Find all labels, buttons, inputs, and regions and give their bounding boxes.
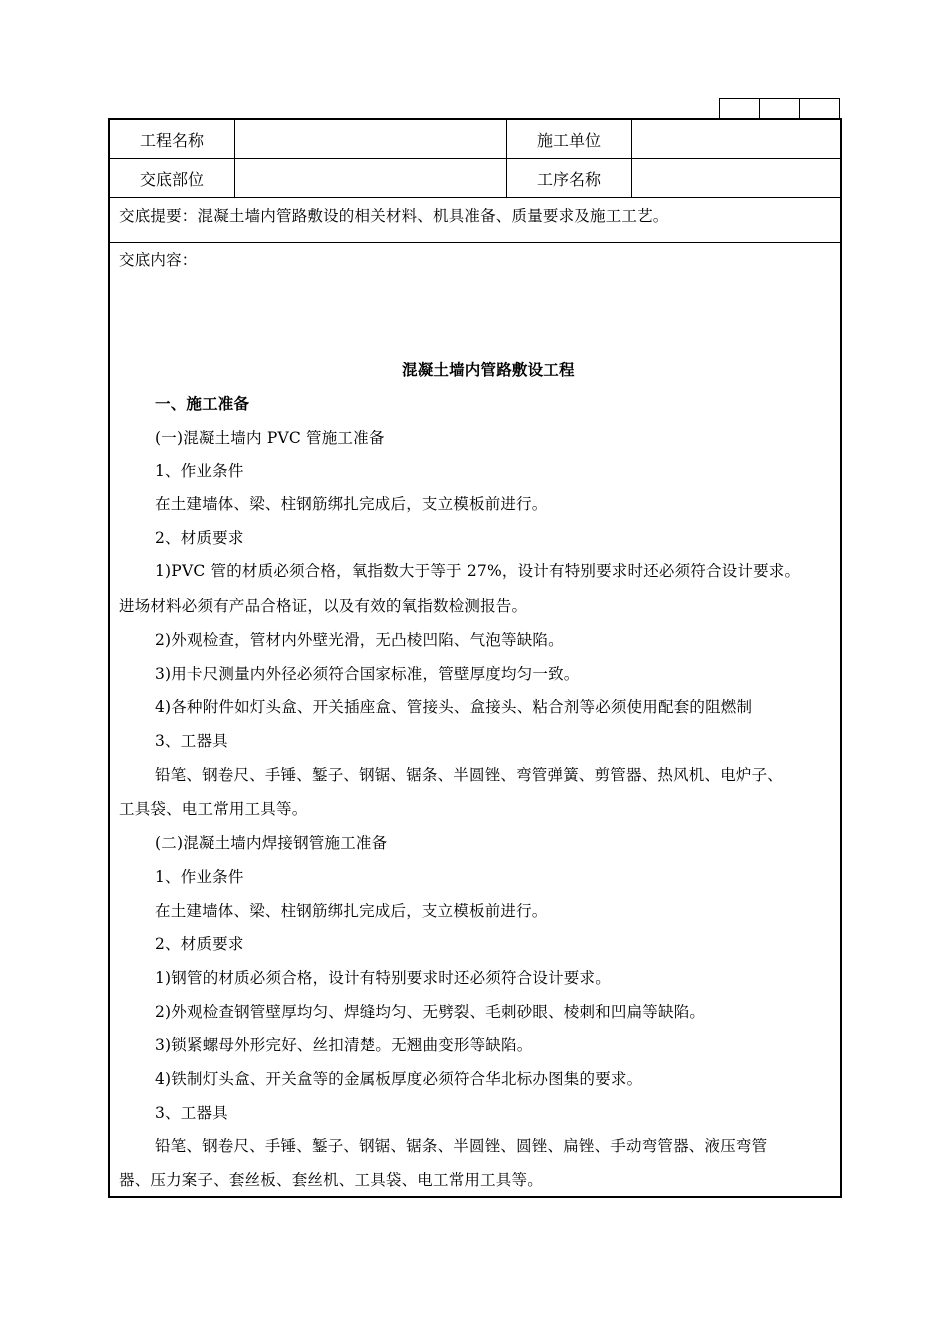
- approval-cell: [760, 99, 800, 118]
- body-line: 3、工器具: [155, 732, 228, 750]
- body-line: 铅笔、钢卷尺、手锤、錾子、钢锯、锯条、半圆锉、弯管弹簧、剪管器、热风机、电炉子、: [155, 766, 784, 784]
- header-row-2: [110, 159, 840, 198]
- body-line: 1)钢管的材质必须合格，设计有特别要求时还必须符合设计要求。: [155, 969, 611, 987]
- approval-box: [719, 98, 840, 118]
- body-line: (一)混凝土墙内 PVC 管施工准备: [155, 429, 385, 447]
- approval-cell: [720, 99, 760, 118]
- body-line: 器、压力案子、套丝板、套丝机、工具袋、电工常用工具等。: [119, 1171, 543, 1189]
- handover-form: [108, 118, 842, 1198]
- contractor-label: 施工单位: [507, 120, 632, 158]
- body-line: 1、作业条件: [155, 868, 244, 886]
- body-line: 在土建墙体、梁、柱钢筋绑扎完成后，支立模板前进行。: [155, 495, 548, 513]
- body-line: 2、材质要求: [155, 935, 244, 953]
- body-line: 3、工器具: [155, 1104, 228, 1122]
- process-name-field[interactable]: [632, 159, 840, 197]
- body-line: 铅笔、钢卷尺、手锤、錾子、钢锯、锯条、半圆锉、圆锉、扁锉、手动弯管器、液压弯管: [155, 1137, 768, 1155]
- body-line: 2、材质要求: [155, 529, 244, 547]
- body-line: 3)用卡尺测量内外径必须符合国家标准，管壁厚度均匀一致。: [155, 665, 580, 683]
- body-line: 2)外观检查钢管壁厚均匀、焊缝均匀、无劈裂、毛刺砂眼、棱刺和凹扁等缺陷。: [155, 1003, 706, 1021]
- handover-part-label: 交底部位: [110, 159, 235, 197]
- content-label: 交底内容：: [119, 251, 198, 269]
- body-line: 进场材料必须有产品合格证，以及有效的氧指数检测报告。: [119, 597, 528, 615]
- project-name-field[interactable]: [235, 120, 507, 158]
- body-line: 4)各种附件如灯头盒、开关插座盒、管接头、盒接头、粘合剂等必须使用配套的阻燃制: [155, 698, 753, 716]
- document-title: 混凝土墙内管路敷设工程: [402, 360, 575, 379]
- body-line: 3)锁紧螺母外形完好、丝扣清楚。无翘曲变形等缺陷。: [155, 1036, 533, 1054]
- body-line: 在土建墙体、梁、柱钢筋绑扎完成后，支立模板前进行。: [155, 902, 548, 920]
- summary-row: [110, 198, 840, 243]
- handover-part-field[interactable]: [235, 159, 507, 197]
- body-line: 工具袋、电工常用工具等。: [119, 800, 308, 818]
- body-line: 2)外观检查，管材内外壁光滑，无凸棱凹陷、气泡等缺陷。: [155, 631, 564, 649]
- section-heading: 一、施工准备: [155, 394, 250, 413]
- approval-cell: [800, 99, 839, 118]
- contractor-field[interactable]: [632, 120, 840, 158]
- summary-text: 交底提要：混凝土墙内管路敷设的相关材料、机具准备、质量要求及施工工艺。: [119, 207, 669, 225]
- body-line: (二)混凝土墙内焊接钢管施工准备: [155, 834, 388, 852]
- body-line: 1、作业条件: [155, 462, 244, 480]
- body-line: 1)PVC 管的材质必须合格，氧指数大于等于 27%，设计有特别要求时还必须符合设计要求。: [155, 562, 801, 580]
- process-name-label: 工序名称: [507, 159, 632, 197]
- header-row-1: [110, 120, 840, 159]
- project-name-label: 工程名称: [110, 120, 235, 158]
- body-line: 4)铁制灯头盒、开关盒等的金属板厚度必须符合华北标办图集的要求。: [155, 1070, 643, 1088]
